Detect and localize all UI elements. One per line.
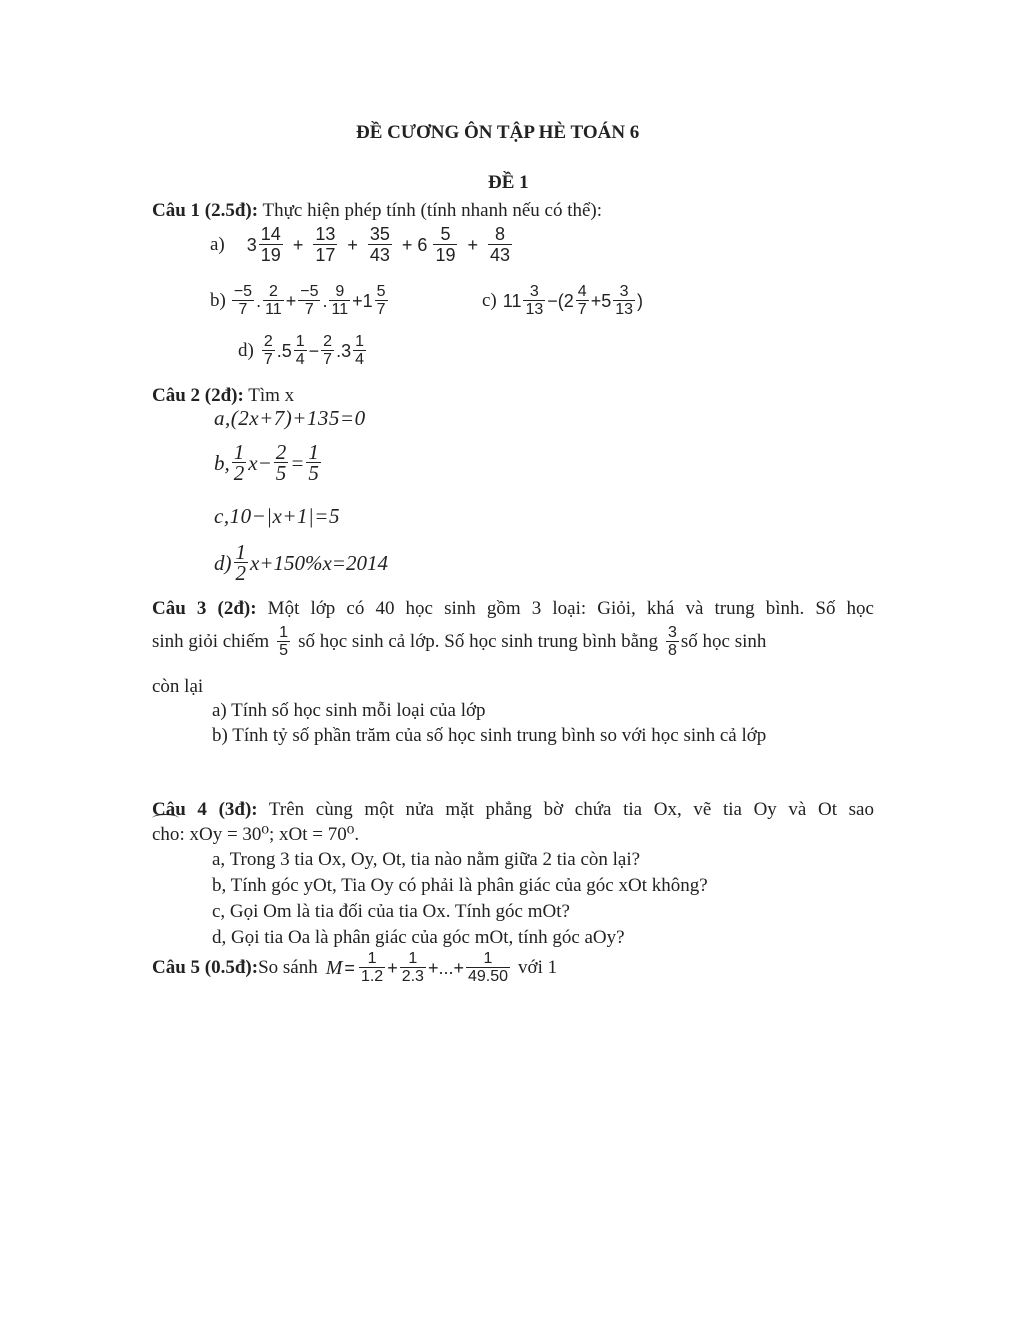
question-4c: c, Gọi Om là tia đối của tia Ox. Tính góc mOt? bbox=[212, 901, 570, 922]
question-1d-label: d) bbox=[238, 339, 254, 361]
question-4-line-1: Câu 4 (3đ): Trên cùng một nửa mặt phẳng bờ chứa tia Ox, vẽ tia Oy và Ot sao bbox=[152, 799, 874, 820]
document-title: ĐỀ CƯƠNG ÔN TẬP HÈ TOÁN 6 bbox=[356, 122, 640, 143]
question-1-label: Câu 1 (2.5đ): bbox=[152, 200, 259, 221]
question-2-label: Câu 2 (2đ): bbox=[152, 385, 244, 406]
question-1d: d) $\frac{2}{7}$ .5 $\frac{1}{4}$ − $\frac{2}{7}$ .3 $\frac{1}{4}$ bbox=[238, 333, 364, 368]
question-1b-label: b) bbox=[210, 289, 226, 311]
question-3-label: Câu 3 (2đ): bbox=[152, 598, 257, 619]
question-1-prompt: Thực hiện phép tính (tính nhanh nếu có thể): bbox=[258, 200, 603, 221]
question-4d: d, Gọi tia Oa là phân giác của góc mOt, tính góc aOy? bbox=[212, 927, 625, 948]
question-5: Câu 5 (0.5đ): So sánh M = $\frac{1}{1.2}$ + $\frac{1}{2.3}$ +...+ $\frac{1}{49.50}$ với 1 bbox=[152, 950, 558, 985]
question-4a: a, Trong 3 tia Ox, Oy, Ot, tia nào nằm giữa 2 tia còn lại? bbox=[212, 849, 641, 870]
question-4-line-2: cho: xOy = 30⁰; xOt = 70⁰. bbox=[152, 823, 359, 847]
question-1c-label: c) bbox=[482, 289, 497, 311]
question-2d-tail: x+150%x=2014 bbox=[250, 550, 388, 575]
question-2a: a,(2x+7)+135=0 bbox=[214, 406, 366, 430]
question-3a: a) Tính số học sinh mỗi loại của lớp bbox=[212, 700, 486, 721]
question-1b: b) $\frac{-5}{7}$ . $\frac{2}{11}$ + $\frac{-5}{7}$ . $\frac{9}{11}$ +1 $\frac{5}{7}$ bbox=[210, 283, 386, 318]
question-3-line-2: sinh giỏi chiếm $\frac{1}{5}$ số học sinh cả lớp. Số học sinh trung bình bằng $\frac{3}{8}$ số học sinh bbox=[152, 624, 767, 659]
question-5-label: Câu 5 (0.5đ): bbox=[152, 956, 259, 978]
question-4b: b, Tính góc yOt, Tia Oy có phải là phân giác của góc xOt không? bbox=[212, 875, 708, 896]
question-3-line-3: còn lại bbox=[152, 676, 204, 697]
question-2c: c,10−|x+1|=5 bbox=[214, 504, 340, 528]
question-1-heading bbox=[152, 199, 602, 223]
question-2-prompt: Tìm x bbox=[243, 385, 295, 406]
question-4-label: Câu 4 (3đ): bbox=[152, 799, 258, 820]
question-3b: b) Tính tỷ số phần trăm của số học sinh trung bình so với học sinh cả lớp bbox=[212, 725, 767, 746]
question-3-line-1: Câu 3 (2đ): Một lớp có 40 học sinh gồm 3 loại: Giỏi, khá và trung bình. Số học bbox=[152, 598, 874, 619]
question-2d: d) $\frac{1}{2}$ x+150%x=2014 bbox=[214, 540, 388, 585]
question-1a-label: a) bbox=[210, 233, 225, 255]
exam-title: ĐỀ 1 bbox=[488, 172, 529, 193]
question-1c: c) 11 $\frac{3}{13}$ −(2 $\frac{4}{7}$ +5 $\frac{3}{13}$ ) bbox=[482, 283, 644, 318]
question-1a: a) 3 $\frac{14}{19}$ + $\frac{13}{17}$ + $\frac{35}{43}$ + 6 $\frac{5}{19}$ + $\frac{8}{43}$ bbox=[210, 224, 511, 265]
question-2b: b, $\frac{1}{2}$ x− $\frac{2}{5}$ = $\frac{1}{5}$ bbox=[214, 440, 319, 485]
question-2-heading bbox=[152, 384, 294, 408]
